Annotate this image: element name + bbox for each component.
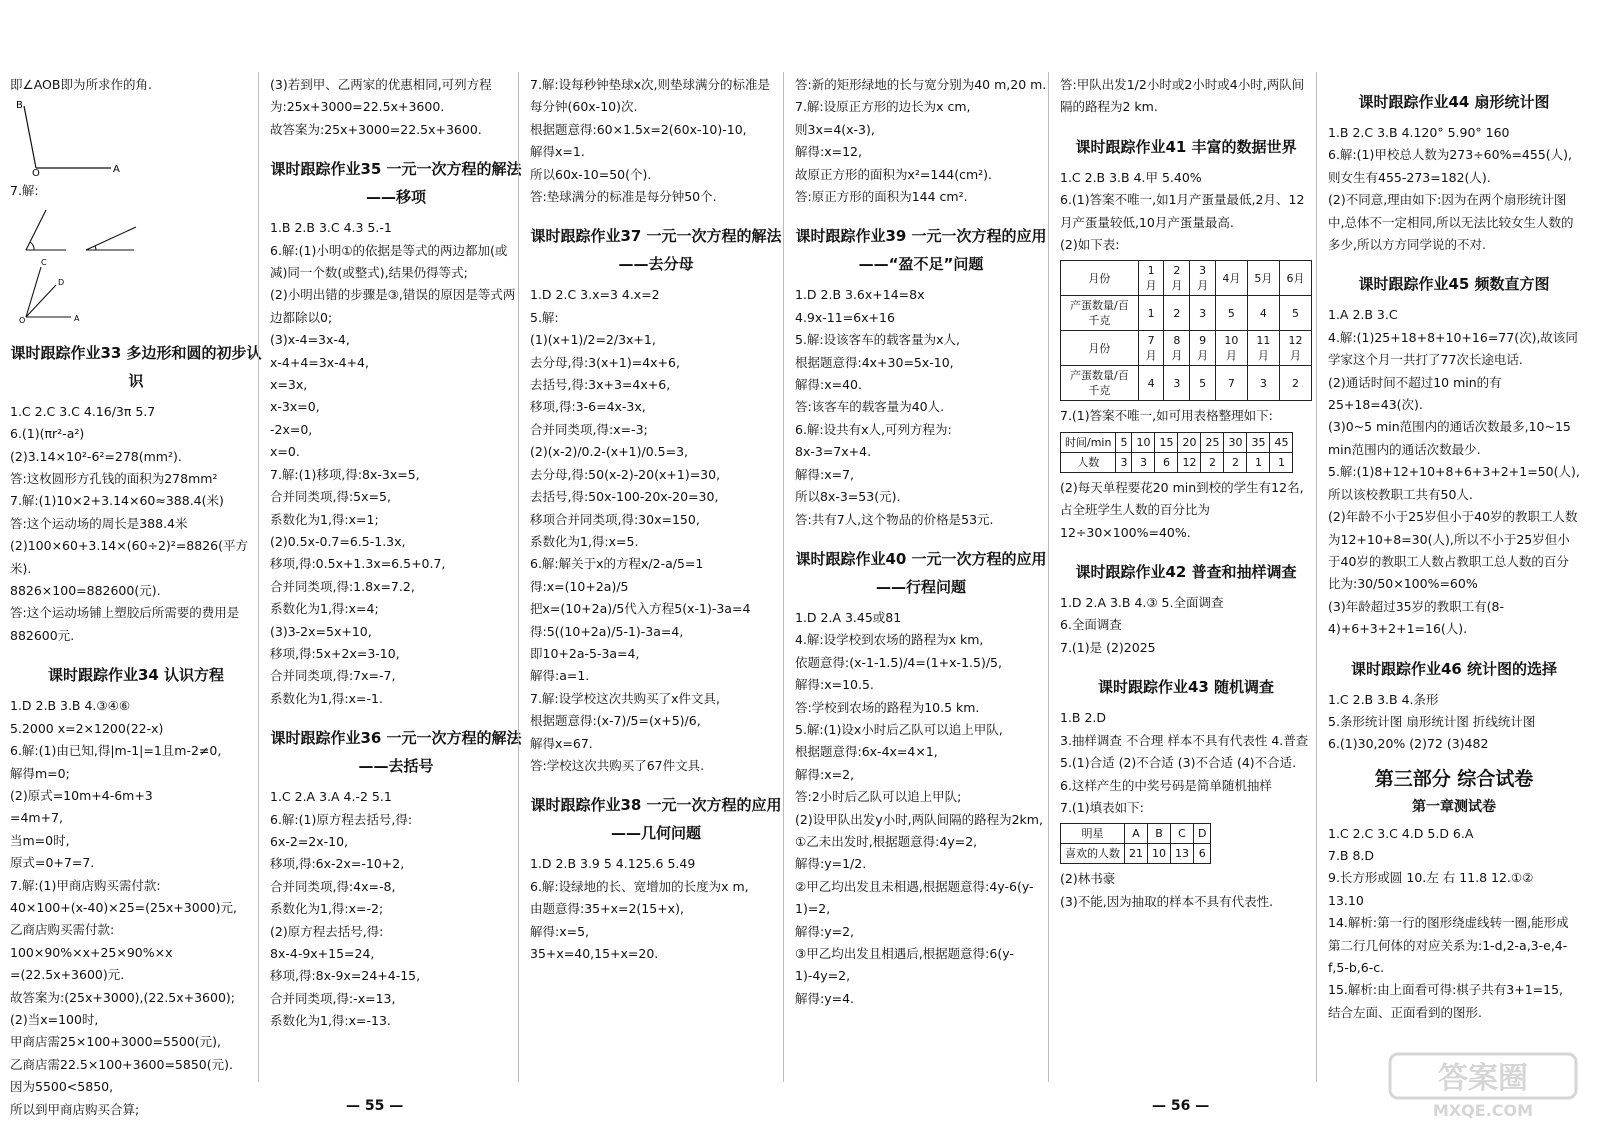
table-cell: 12: [1178, 452, 1201, 472]
table-cell: 月份: [1061, 261, 1139, 296]
answer-line: 答:共有7人,这个物品的价格是53元.: [795, 511, 994, 527]
answer-line: 所以8x-3=53(元).: [795, 489, 901, 505]
data-table: [1060, 432, 1293, 473]
answer-line: 40×100+(x-40)×25=(25x+3000)元,: [10, 899, 237, 915]
table-cell: 产蛋数量/百千克: [1061, 366, 1139, 401]
answer-line: 根据题意得:6x-4x=4×1,: [795, 744, 938, 760]
svg-text:MXQE.COM: MXQE.COM: [1432, 1101, 1534, 1120]
answer-line: 则3x=4(x-3),: [795, 121, 875, 137]
answer-line: 7.(1)答案不唯一,如可用表格整理如下:: [1060, 408, 1273, 424]
table-cell: 10: [1132, 432, 1155, 452]
svg-text:O: O: [19, 315, 26, 325]
answer-line: (2)林书豪: [1060, 871, 1116, 887]
answer-line: 6.解:解关于x的方程x/2-a/5=1: [530, 556, 704, 572]
answer-line: 8x-4-9x+15=24,: [270, 946, 375, 961]
table-cell: 10月: [1215, 331, 1247, 366]
answer-line: 根据题意得:4x+30=5x-10,: [795, 354, 954, 370]
answer-line: 7.解:设学校这次共购买了x件文具,: [530, 690, 721, 706]
table-cell: 1月: [1138, 261, 1164, 296]
answer-line: 6.解:(1)由已知,得|m-1|=1且m-2≠0,: [10, 743, 222, 759]
answer-line: 解得:x=5,: [530, 923, 590, 939]
answer-line: 6.(1)答案不唯一,如1月产蛋量最低,2月、12月产蛋量较低,10月产蛋量最高.: [1060, 192, 1305, 230]
answer-line: 1.D 2.B 3.6x+14=8x: [795, 287, 925, 303]
answer-line: 解得x=1.: [530, 144, 585, 160]
column-divider: [518, 72, 519, 1082]
answer-line: (2)100×60+3.14×(60÷2)²=8826(平方米).: [10, 538, 248, 576]
answer-line: 6.这样产生的中奖号码是简单随机抽样: [1060, 777, 1272, 793]
table-row: [1061, 261, 1312, 296]
answer-line: (3)3-2x=5x+10,: [270, 623, 372, 639]
answer-line: 去括号,得:3x+3=4x+6,: [530, 377, 671, 393]
table-cell: 7月: [1138, 331, 1164, 366]
answer-line: (2)3.14×10²-6²=278(mm²).: [10, 448, 182, 464]
answer-line: 6.解:(1)甲校总人数为273÷60%=455(人),则女生有455-273=182(人).: [1328, 147, 1573, 185]
answer-line: 1.D 2.B 3.9 5 4.125.6 5.49: [530, 856, 696, 872]
table-cell: D: [1194, 824, 1211, 844]
answer-line: 故答案为:25x+3000=22.5x+3600.: [270, 121, 482, 137]
answer-line: 移项,得:8x-9x=24+4-15,: [270, 968, 421, 984]
answer-line: 100×90%×x+25×90%×x: [10, 944, 173, 960]
answer-line: 解得:x=7,: [795, 466, 855, 482]
answer-line: 7.解:(1)甲商店购买需付款:: [10, 877, 161, 893]
answer-line: (3)x-4=3x-4,: [270, 332, 350, 348]
table-cell: 3: [1116, 452, 1132, 472]
section-heading: 课时跟踪作业41 丰富的数据世界: [1075, 137, 1297, 156]
answer-line: 得:x=(10+2a)/5: [530, 578, 629, 594]
table-cell: 9月: [1190, 331, 1216, 366]
answer-line: 7.(1)是 (2)2025: [1060, 639, 1156, 655]
answer-line: 系数化为1,得:x=-13.: [270, 1013, 391, 1029]
answer-line: (2)设甲队出发y小时,两队间隔的路程为2km,: [795, 811, 1043, 827]
answer-line: -2x=0,: [270, 421, 313, 437]
answer-line: 1.A 2.B 3.C: [1328, 307, 1398, 323]
answer-line: 7.解:: [10, 183, 39, 199]
table-cell: 45: [1270, 432, 1293, 452]
table-cell: 7: [1215, 366, 1247, 401]
answer-line: 根据题意得:(x-7)/5=(x+5)/6,: [530, 713, 701, 729]
table-cell: 13: [1171, 844, 1194, 864]
answer-line: 3.抽样调查 不合理 样本不具有代表性 4.普查 5.(1)合适 (2)不合适 (3)不合适 (4)不合适.: [1060, 732, 1309, 771]
section-heading: 课时跟踪作业35 一元一次方程的解法——移项: [270, 160, 522, 207]
answer-line: 7.解:设原正方形的边长为x cm,: [795, 99, 971, 115]
table-cell: 15: [1155, 432, 1178, 452]
answer-line: 解得m=0;: [10, 765, 70, 781]
table-row: [1061, 452, 1293, 472]
table-cell: 3: [1132, 452, 1155, 472]
answer-line: 7.解:(1)移项,得:8x-3x=5,: [270, 466, 420, 482]
answer-line: 6.(1)30,20% (2)72 (3)482: [1328, 736, 1489, 752]
data-table: [1060, 823, 1211, 864]
answer-line: 5.解:设该客车的载客量为x人,: [795, 332, 961, 348]
section-heading: 课时跟踪作业46 统计图的选择: [1350, 659, 1558, 678]
answer-line: 所以60x-10=50(个).: [530, 166, 652, 182]
answer-line: 1.D 2.A 3.B 4.③ 5.全面调查: [1060, 595, 1224, 611]
table-cell: 1: [1138, 296, 1164, 331]
answer-line: 答:2小时后乙队可以追上甲队;: [795, 789, 962, 805]
page-number-left: — 55 —: [346, 1098, 404, 1114]
answer-line: 解得:x=2,: [795, 766, 855, 782]
answer-line: 合并同类项,得:4x=-8,: [270, 878, 396, 894]
table-cell: 月份: [1061, 331, 1139, 366]
answer-line: (2)(x-2)/0.2-(x+1)/0.5=3,: [530, 444, 688, 460]
answer-line: 答:垫球满分的标准是每分钟50个.: [530, 189, 717, 205]
table-cell: 1: [1270, 452, 1293, 472]
answer-line: 故答案为:(25x+3000),(22.5x+3600);: [10, 989, 236, 1005]
table-row: [1061, 824, 1211, 844]
table-cell: 2: [1201, 452, 1224, 472]
answer-line: (2)通话时间不超过10 min的有25+18=43(次).: [1328, 374, 1502, 413]
test-heading: 第一章测试卷: [1412, 799, 1496, 816]
answer-line: 答:这枚圆形方孔钱的面积为278mm²: [10, 471, 218, 487]
table-cell: 3月: [1190, 261, 1216, 296]
answer-line: 答:这个运动场的周长是388.4米: [10, 515, 188, 531]
section-heading: 课时跟踪作业45 频数直方图: [1358, 275, 1550, 294]
answer-line: 5.条形统计图 扇形统计图 折线统计图: [1328, 713, 1536, 729]
part-heading: 第三部分 综合试卷: [1374, 767, 1534, 790]
table-cell: 3: [1190, 296, 1216, 331]
answer-line: 14.解析:第一行的图形绕虚线转一圈,能形成第二行几何体的对应关系为:1-d,2-a,3-e,4-f,5-b,6-c.: [1328, 915, 1569, 975]
answer-line: 甲商店需25×100+3000=5500(元),: [10, 1034, 222, 1050]
answer-line: 移项合并同类项,得:30x=150,: [530, 511, 700, 527]
answer-line: (3)0~5 min范围内的通话次数最多,10~15 min范围内的通话次数最少.: [1328, 419, 1571, 457]
column-2: [270, 74, 522, 1033]
answer-line: 1.B 2.B 3.C 4.3 5.-1: [270, 220, 392, 236]
answer-line: 1.C 2.B 3.B 4.条形: [1328, 691, 1439, 707]
section-heading: 课时跟踪作业38 一元一次方程的应用——几何问题: [530, 796, 782, 843]
answer-line: 1.B 2.D: [1060, 710, 1107, 726]
answer-line: (2)0.5x-0.7=6.5-1.3x,: [270, 533, 406, 549]
answer-line: 1.D 2.C 3.x=3 4.x=2: [530, 287, 660, 303]
table-cell: 4: [1138, 366, 1164, 401]
answer-line: 5.解:: [530, 309, 559, 325]
answer-line: 去分母,得:50(x-2)-20(x+1)=30,: [530, 466, 721, 482]
column-divider: [783, 72, 784, 1082]
answer-line: (2)每天单程要花20 min到校的学生有12名,占全班学生人数的百分比为12÷30×100%=40%.: [1060, 479, 1304, 540]
table-cell: 35: [1247, 432, 1270, 452]
answer-line: 5.2000 x=2×1200(22-x): [10, 720, 164, 736]
page-number-right: — 56 —: [1152, 1098, 1210, 1114]
answer-line: (2)当x=100时,: [10, 1011, 99, 1027]
answer-line: 合并同类项,得:-x=13,: [270, 990, 396, 1006]
svg-text:C: C: [41, 257, 47, 267]
answer-line: 13.10: [1328, 892, 1364, 908]
table-cell: A: [1125, 824, 1148, 844]
answer-line: 答:学校这次共购买了67件文具.: [530, 757, 705, 773]
table-cell: 11月: [1247, 331, 1279, 366]
table-cell: 5: [1116, 432, 1132, 452]
answer-line: 6.解:设共有x人,可列方程为:: [795, 421, 952, 437]
answer-line: 7.解:设每秒钟垫球x次,则垫球满分的标准是每分钟(60x-10)次.: [530, 77, 771, 115]
answer-line: 依题意得:(x-1-1.5)/4=(1+x-1.5)/5,: [795, 654, 1002, 670]
answer-line: 得:5((10+2a)/5-1)-3a=4,: [530, 623, 684, 639]
table-cell: 21: [1125, 844, 1148, 864]
column-1: [10, 74, 262, 1121]
answer-line: (2)如下表:: [1060, 237, 1120, 253]
svg-text:B: B: [16, 100, 23, 112]
table-cell: 3: [1247, 366, 1279, 401]
answer-line: 6x-2=2x-10,: [270, 833, 349, 849]
answer-line: 即10+2a-5-3a=4,: [530, 645, 640, 661]
table-cell: 2: [1224, 452, 1247, 472]
answer-line: 系数化为1,得:x=4;: [270, 601, 379, 617]
answer-line: 系数化为1,得:x=5.: [530, 533, 639, 549]
section-heading: 课时跟踪作业39 一元一次方程的应用——“盈不足”问题: [795, 227, 1047, 274]
answer-line: 系数化为1,得:x=-1.: [270, 690, 383, 706]
answer-line: 4.解:设学校到农场的路程为x km,: [795, 632, 984, 648]
angle-aob-figure: [16, 98, 126, 176]
table-cell: 1: [1247, 452, 1270, 472]
answer-line: 去括号,得:50x-100-20x-20=30,: [530, 489, 719, 505]
answer-line: 结合左面、正面看到的图形.: [1328, 1004, 1482, 1020]
table-row: [1061, 366, 1312, 401]
answer-line: 即∠AOB即为所求作的角.: [10, 77, 152, 92]
answer-line: 答:原正方形的面积为144 cm².: [795, 189, 968, 205]
answer-line: 系数化为1,得:x=1;: [270, 511, 379, 527]
answer-line: 解得:a=1.: [530, 668, 590, 684]
answer-line: (3)年龄超过35岁的教职工有(8-4)+6+3+2+1=16(人).: [1328, 598, 1504, 637]
answer-line: 解得:y=1/2.: [795, 856, 867, 872]
table-cell: 5月: [1247, 261, 1279, 296]
answer-line: 7.(1)填表如下:: [1060, 799, 1144, 815]
column-3: [530, 74, 782, 965]
answer-line: 1.D 2.A 3.45或81: [795, 609, 902, 625]
answer-line: 因为5500<5850,: [10, 1079, 114, 1095]
table-cell: C: [1171, 824, 1194, 844]
answer-line: (1)(x+1)/2=2/3x+1,: [530, 332, 656, 348]
table-cell: 8月: [1164, 331, 1190, 366]
answer-line: 5.解:(1)设x小时后乙队可以追上甲队,: [795, 721, 1003, 737]
answer-line: 8826×100=882600(元).: [10, 583, 161, 599]
column-4: [795, 74, 1047, 1010]
answer-line: 1.C 2.A 3.A 4.-2 5.1: [270, 789, 392, 805]
svg-text:A: A: [74, 313, 80, 323]
answer-line: 去分母,得:3(x+1)=4x+6,: [530, 354, 680, 370]
answer-line: 答:学校到农场的路程为10.5 km.: [795, 699, 980, 715]
answer-line: 6.解:设绿地的长、宽增加的长度为x m,: [530, 878, 749, 894]
answer-line: 合并同类项,得:1.8x=7.2,: [270, 578, 415, 594]
answer-line: 移项,得:5x+2x=3-10,: [270, 645, 400, 661]
answer-line: (2)原方程去括号,得:: [270, 923, 384, 939]
table-row: [1061, 844, 1211, 864]
answer-line: 6.全面调查: [1060, 617, 1122, 633]
answer-line: 合并同类项,得:7x=-7,: [270, 668, 396, 684]
answer-line: 6.解:(1)原方程去括号,得:: [270, 811, 413, 827]
answer-line: 所以到甲商店购买合算;: [10, 1101, 140, 1117]
answer-line: 移项,得:6x-2x=-10+2,: [270, 856, 405, 872]
answer-line: 把x=(10+2a)/5代入方程5(x-1)-3a=4: [530, 601, 751, 617]
section-heading: 课时跟踪作业34 认识方程: [47, 666, 225, 685]
column-5: [1060, 74, 1312, 913]
watermark-logo: [1388, 1050, 1578, 1120]
column-divider: [1316, 72, 1317, 1082]
column-6: [1328, 74, 1580, 1024]
answer-line: 原式=0+7=7.: [10, 855, 95, 871]
table-cell: 4月: [1215, 261, 1247, 296]
answer-line: 1.D 2.B 3.B 4.③④⑥: [10, 698, 131, 714]
answer-line: ①乙未出发时,根据题意得:4y=2,: [795, 833, 978, 849]
table-cell: B: [1148, 824, 1171, 844]
answer-line: 15.解析:由上面看可得:棋子共有3+1=15,: [1328, 982, 1564, 998]
column-divider: [258, 72, 259, 1082]
table-cell: 12月: [1279, 331, 1311, 366]
answer-line: 解得:y=2,: [795, 923, 855, 939]
answer-line: ②甲乙均出发且未相遇,根据题意得:4y-6(y-1)=2,: [795, 878, 1034, 917]
answer-line: 1.C 2.C 3.C 4.16/3π 5.7: [10, 403, 156, 419]
answer-line: x-3x=0,: [270, 399, 320, 415]
table-cell: 2: [1164, 296, 1190, 331]
answer-line: 解得:y=4.: [795, 990, 855, 1006]
answer-line: x=3x,: [270, 377, 308, 393]
answer-line: 系数化为1,得:x=-2;: [270, 901, 384, 917]
answer-line: 8x-3=7x+4.: [795, 444, 872, 460]
answer-line: 移项,得:3-6=4x-3x,: [530, 399, 646, 415]
answer-line: 答:这个运动场铺上塑胶后所需要的费用是882600元.: [10, 605, 240, 643]
answer-line: 答:甲队出发1/2小时或2小时或4小时,两队间隔的路程为2 km.: [1060, 77, 1305, 115]
answer-line: 解得:x=12,: [795, 144, 862, 160]
answer-line: x=0.: [270, 444, 300, 460]
table-cell: 6: [1155, 452, 1178, 472]
answer-line: 5.解:(1)8+12+10+8+6+3+2+1=50(人),所以该校教职工共有50人.: [1328, 464, 1580, 502]
svg-text:O: O: [32, 168, 40, 177]
section-heading: 课时跟踪作业37 一元一次方程的解法——去分母: [530, 227, 782, 274]
answer-line: 合并同类项,得:5x=5,: [270, 489, 391, 505]
table-cell: 人数: [1061, 452, 1116, 472]
answer-line: (3)若到甲、乙两家的优惠相同,可列方程为:25x+3000=22.5x+3600.: [270, 77, 492, 115]
svg-text:答案圈: 答案圈: [1438, 1061, 1528, 1096]
answer-line: 4.解:(1)25+18+8+10+16=77(次),故该同学家这个月一共打了77次长途电话.: [1328, 329, 1578, 368]
answer-line: (2)年龄不小于25岁但小于40岁的教职工人数为12+10+8=30(人),所以不小于25岁但小于40岁的教职工人数占教职工总人数的百分比为:30/50×100%=60%: [1328, 509, 1578, 592]
answer-line: 答:新的矩形绿地的长与宽分别为40 m,20 m.: [795, 77, 1047, 92]
data-table: [1060, 260, 1312, 401]
section-heading: 课时跟踪作业44 扇形统计图: [1358, 93, 1550, 111]
answer-line: =(22.5x+3600)元.: [10, 967, 125, 983]
answer-line: 解得x=67.: [530, 735, 593, 751]
answer-line: x-4+4=3x-4+4,: [270, 354, 369, 370]
column-divider: [1048, 72, 1049, 1082]
answer-line: 7.B 8.D: [1328, 847, 1375, 863]
table-cell: 时间/min: [1061, 432, 1116, 452]
answer-line: 由题意得:35+x=2(15+x),: [530, 901, 684, 917]
svg-text:A: A: [113, 164, 120, 176]
answer-line: 故原正方形的面积为x²=144(cm²).: [795, 166, 993, 182]
table-cell: 5: [1279, 296, 1311, 331]
table-row: [1061, 331, 1312, 366]
answer-line: 6.(1)(πr²-a²): [10, 426, 85, 442]
angle-construction-figure: [16, 205, 146, 325]
answer-line: (2)小明出错的步骤是③,错误的原因是等式两边都除以0;: [270, 287, 516, 325]
answer-line: 解得:x=10.5.: [795, 677, 874, 693]
answer-line: 1.C 2.C 3.C 4.D 5.D 6.A: [1328, 825, 1474, 841]
table-cell: 6月: [1279, 261, 1311, 296]
table-row: [1061, 296, 1312, 331]
answer-line: =4m+7,: [10, 810, 64, 826]
answer-line: 35+x=40,15+x=20.: [530, 946, 659, 961]
table-cell: 5: [1190, 366, 1216, 401]
table-cell: 25: [1201, 432, 1224, 452]
answer-line: (2)原式=10m+4-6m+3: [10, 787, 153, 803]
answer-line: 解得:x=40.: [795, 377, 862, 393]
answer-line: 乙商店需22.5×100+3600=5850(元).: [10, 1056, 233, 1072]
answer-line: ③甲乙均出发且相遇后,根据题意得:6(y-1)-4y=2,: [795, 946, 1014, 984]
section-heading: 课时跟踪作业43 随机调查: [1097, 678, 1275, 697]
answer-line: 合并同类项,得:x=-3;: [530, 421, 648, 437]
table-cell: 20: [1178, 432, 1201, 452]
table-cell: 6: [1194, 844, 1211, 864]
table-cell: 明星: [1061, 824, 1125, 844]
answer-line: 7.解:(1)10×2+3.14×60≈388.4(米): [10, 493, 224, 509]
answer-line: (2)不同意,理由如下:因为在两个扇形统计图中,总体不一定相同,所以无法比较女生人数的多少,所以方方同学说的不对.: [1328, 192, 1574, 253]
table-cell: 3: [1164, 366, 1190, 401]
table-cell: 4: [1247, 296, 1279, 331]
table-cell: 喜欢的人数: [1061, 844, 1125, 864]
table-cell: 产蛋数量/百千克: [1061, 296, 1139, 331]
answer-line: 4.9x-11=6x+16: [795, 309, 895, 325]
table-cell: 30: [1224, 432, 1247, 452]
answer-line: 1.B 2.C 3.B 4.120° 5.90° 160: [1328, 125, 1510, 140]
answer-line: 1.C 2.B 3.B 4.甲 5.40%: [1060, 169, 1202, 185]
answer-line: (3)不能,因为抽取的样本不具有代表性.: [1060, 893, 1274, 909]
table-cell: 2月: [1164, 261, 1190, 296]
answer-line: 移项,得:0.5x+1.3x=6.5+0.7,: [270, 556, 446, 572]
answer-line: 9.长方形或圆 10.左 右 11.8 12.①②: [1328, 870, 1534, 886]
section-heading: 课时跟踪作业42 普查和抽样调查: [1075, 563, 1297, 582]
table-row: [1061, 432, 1293, 452]
table-cell: 2: [1279, 366, 1311, 401]
table-cell: 10: [1148, 844, 1171, 864]
answer-line: 当m=0时,: [10, 832, 70, 848]
answer-line: 6.解:(1)小明①的依据是等式的两边都加(或减)同一个数(或整式),结果仍得等式;: [270, 242, 508, 281]
section-heading: 课时跟踪作业33 多边形和圆的初步认识: [10, 343, 262, 390]
answer-line: 根据题意得:60×1.5x=2(60x-10)-10,: [530, 121, 747, 137]
section-heading: 课时跟踪作业36 一元一次方程的解法——去括号: [270, 729, 522, 776]
svg-text:D: D: [58, 277, 65, 287]
table-cell: 5: [1215, 296, 1247, 331]
answer-line: 答:该客车的载客量为40人.: [795, 399, 945, 415]
section-heading: 课时跟踪作业40 一元一次方程的应用——行程问题: [795, 549, 1047, 596]
answer-line: 乙商店购买需付款:: [10, 922, 115, 938]
